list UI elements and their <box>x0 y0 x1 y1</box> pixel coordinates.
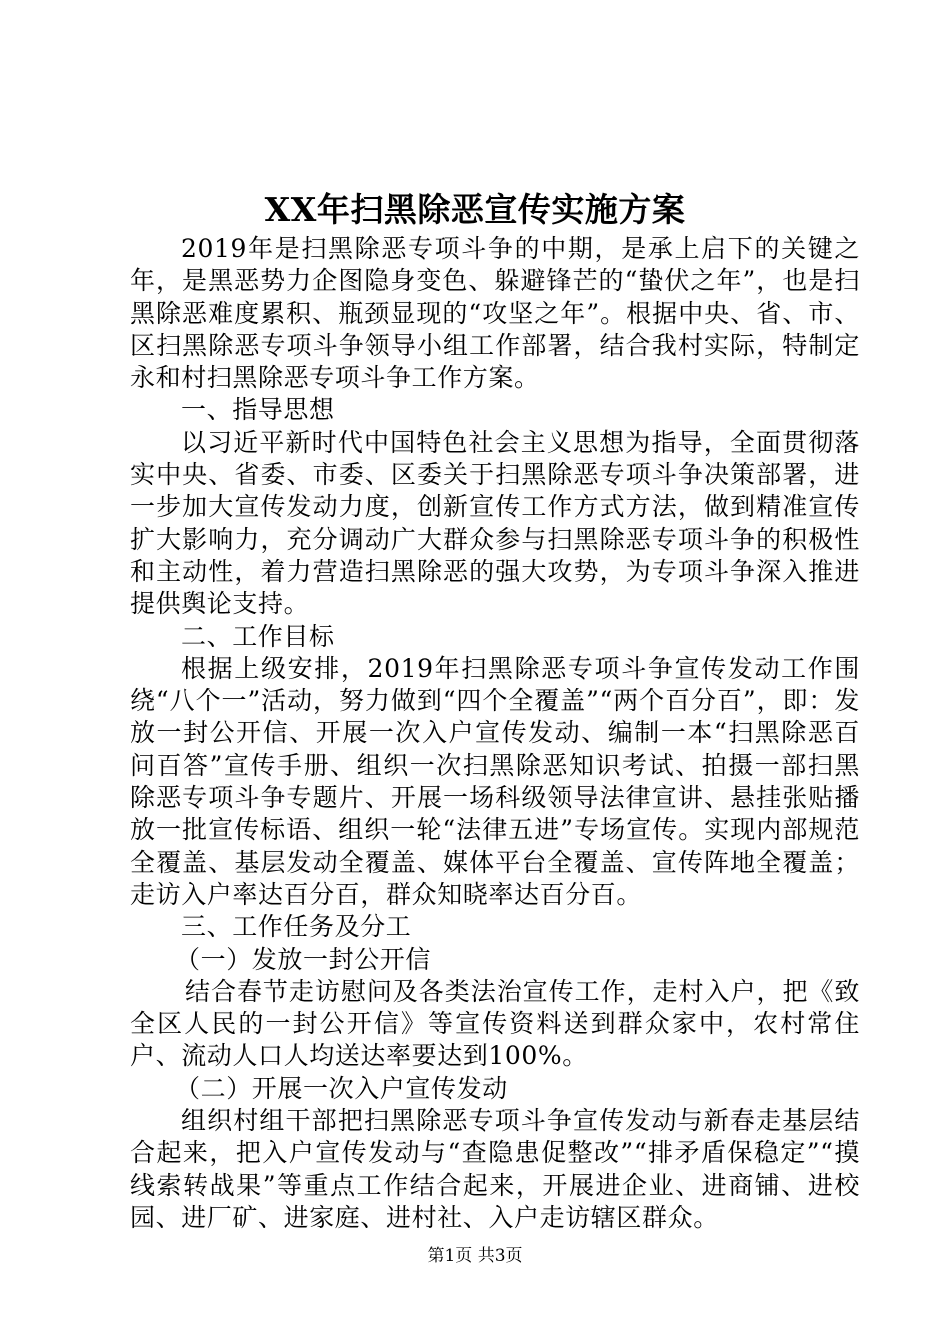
subsection-heading-household-outreach: （二）开展一次入户宣传发动 <box>175 1073 508 1103</box>
section-heading-tasks: 三、工作任务及分工 <box>181 912 412 942</box>
open-letter-paragraph: 结合春节走访慰问及各类法治宣传工作，走村入户，把《致全区人民的一封公开信》等宣传资料送到群众家中，农村常住户、流动人口人均送达率要达到100%。 <box>130 976 860 1071</box>
section-heading-guiding-ideology: 一、指导思想 <box>181 395 335 425</box>
intro-paragraph: 2019年是扫黑除恶专项斗争的中期，是承上启下的关键之年，是黑恶势力企图隐身变色、躲避锋芒的“蛰伏之年”，也是扫黑除恶难度累积、瓶颈显现的“攻坚之年”。根据中央、省、市、区扫黑除恶专项斗争领导小组工作部署，结合我村实际，特制定永和村扫黑除恶专项斗争工作方案。 <box>130 234 860 393</box>
guiding-ideology-paragraph: 以习近平新时代中国特色社会主义思想为指导，全面贯彻落实中央、省委、市委、区委关于扫黑除恶专项斗争决策部署，进一步加大宣传发动力度，创新宣传工作方式方法，做到精准宣传扩大影响力，充分调动广大群众参与扫黑除恶专项斗争的积极性和主动性，着力营造扫黑除恶的强大攻势，为专项斗争深入推进提供舆论支持。 <box>130 427 860 619</box>
household-outreach-paragraph: 组织村组干部把扫黑除恶专项斗争宣传发动与新春走基层结合起来，把入户宣传发动与“查隐患促整改”“排矛盾保稳定”“摸线索转战果”等重点工作结合起来，开展进企业、进商铺、进校园、进厂矿、进家庭、进村社、入户走访辖区群众。 <box>130 1106 860 1232</box>
subsection-heading-open-letter: （一）发放一封公开信 <box>175 944 432 974</box>
work-goals-paragraph: 根据上级安排，2019年扫黑除恶专项斗争宣传发动工作围绕“八个一”活动，努力做到“四个全覆盖”“两个百分百”，即：发放一封公开信、开展一次入户宣传发动、编制一本“扫黑除恶百问百答”宣传手册、组织一次扫黑除恶知识考试、拍摄一部扫黑除恶专项斗争专题片、开展一场科级领导法律宣讲、悬挂张贴播放一批宣传标语、组织一轮“法律五进”专场宣传。实现内部规范全覆盖、基层发动全覆盖、媒体平台全覆盖、宣传阵地全覆盖；走访入户率达百分百，群众知晓率达百分百。 <box>130 653 860 909</box>
page-footer: 第1页 共3页 <box>427 1246 523 1266</box>
document-body <box>130 233 860 1234</box>
document-title: XX年扫黑除恶宣传实施方案 <box>264 190 686 229</box>
section-heading-work-goals: 二、工作目标 <box>181 621 335 651</box>
